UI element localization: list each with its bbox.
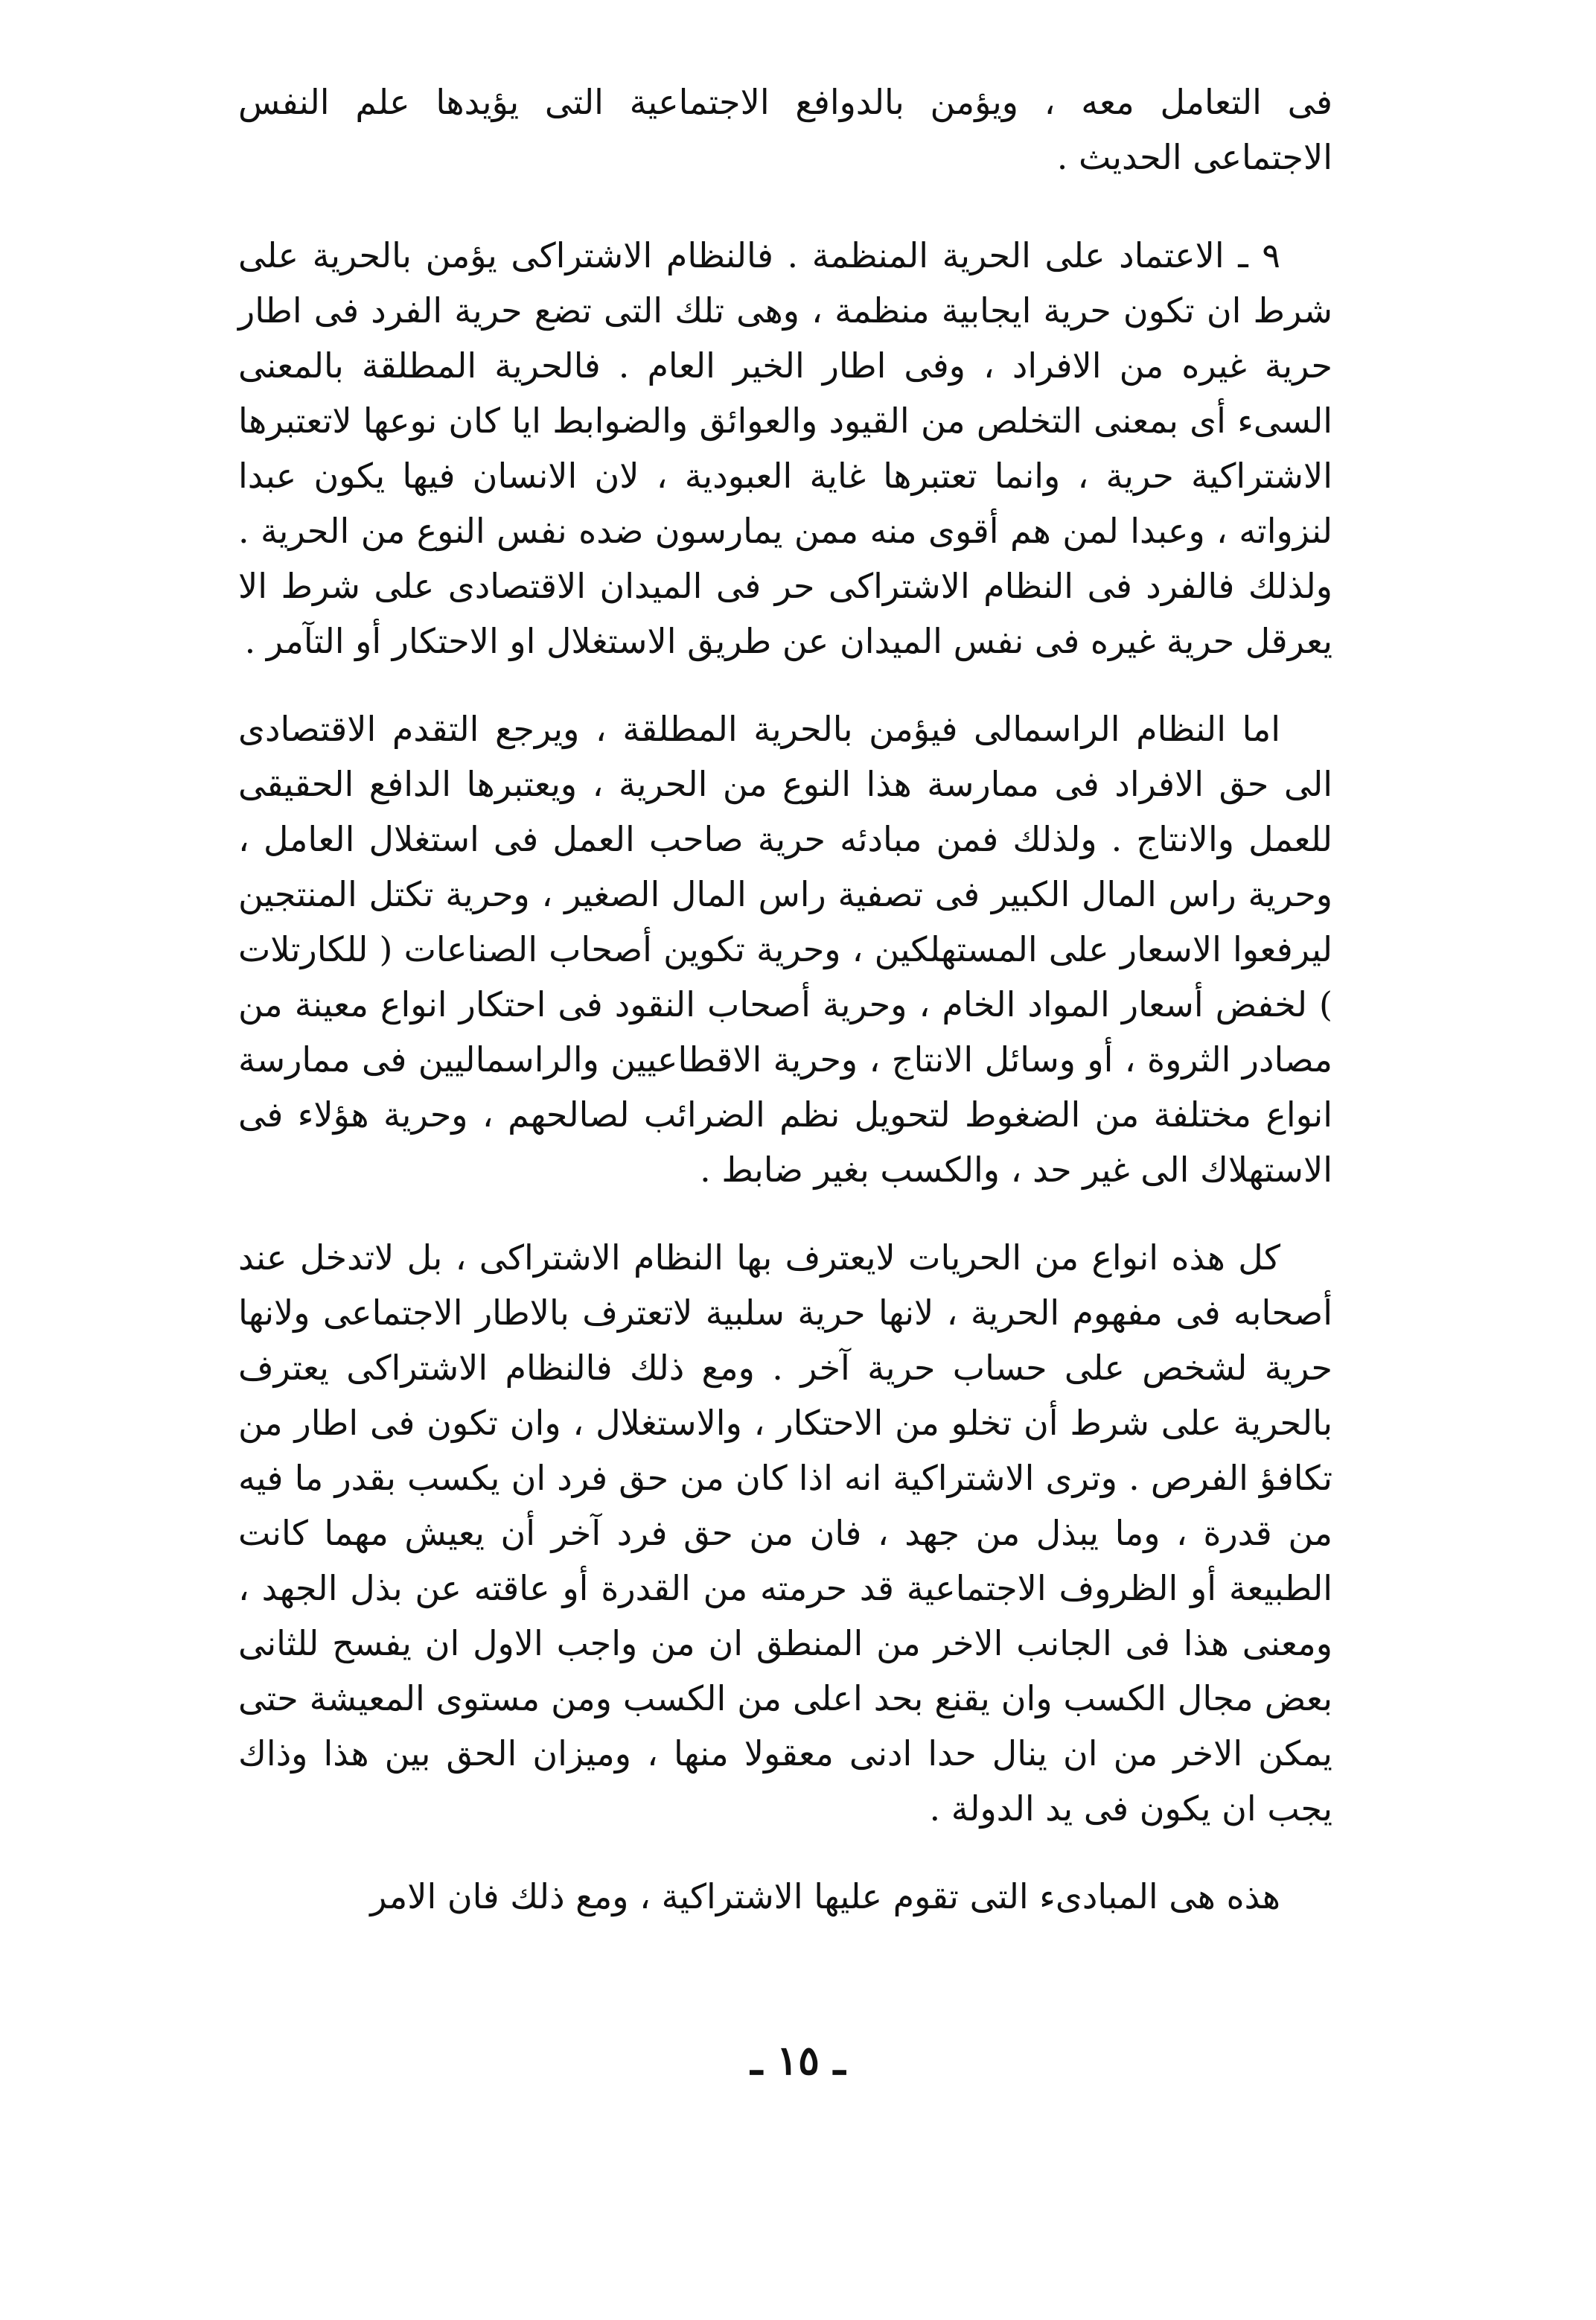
paragraph-organized-freedom: ٩ ـ الاعتماد على الحرية المنظمة . فالنظام الاشتراكى يؤمن بالحرية على شرط ان تكون حرية ايجابية منظمة ، وهى تلك التى تضع حرية الفرد فى اطار حرية غيره من الافراد ، وفى اطار الخير العام . فالحرية المطلقة بالمعنى السىء أى بمعنى التخلص من القيود والعوائق والضوابط ايا كان نوعها لاتعتبرها الاشتراكية حرية ، وانما تعتبرها غاية العبودية ، لان الانسان فيها يكون عبدا لنزواته ، وعبدا لمن هم أقوى منه ممن يمارسون ضده نفس النوع من الحرية . ولذلك فالفرد فى النظام الاشتراكى حر فى الميدان الاقتصادى على شرط الا يعرقل حرية غيره فى نفس الميدان عن طريق الاستغلال او الاحتكار أو التآمر . <box>238 235 1332 661</box>
paragraph-socialist-freedom: كل هذه انواع من الحريات لايعترف بها النظام الاشتراكى ، بل لاتدخل عند أصحابه فى مفهوم الحرية ، لانها حرية سلبية لاتعترف بالاطار الاجتماعى ولانها حرية لشخص على حساب حرية آخر . ومع ذلك فالنظام الاشتراكى يعترف بالحرية على شرط أن تخلو من الاحتكار ، والاستغلال ، وان تكون فى اطار من تكافؤ الفرص . وترى الاشتراكية انه اذا كان من حق فرد ان يكسب بقدر ما فيه من قدرة ، وما يبذل من جهد ، فان من حق فرد آخر أن يعيش مهما كانت الطبيعة أو الظروف الاجتماعية قد حرمته من القدرة أو عاقته عن بذل الجهد ، ومعنى هذا فى الجانب الاخر من المنطق ان من واجب الاول ان يفسح للثانى بعض مجال الكسب وان يقنع بحد اعلى من الكسب ومن مستوى المعيشة حتى يمكن الاخر من ان ينال حدا ادنى معقولا منها ، وميزان الحق بين هذا وذاك يجب ان يكون فى يد الدولة . <box>238 1237 1332 1829</box>
paragraph-principles: هذه هى المبادىء التى تقوم عليها الاشتراكية ، ومع ذلك فان الامر <box>370 1876 1280 1916</box>
paragraph-capitalist-freedom: اما النظام الراسمالى فيؤمن بالحرية المطلقة ، ويرجع التقدم الاقتصادى الى حق الافراد فى ممارسة هذا النوع من الحرية ، ويعتبرها الدافع الحقيقى للعمل والانتاج . ولذلك فمن مبادئه حرية صاحب العمل فى استغلال العامل ، وحرية راس المال الكبير فى تصفية راس المال الصغير ، وحرية تكتل المنتجين ليرفعوا الاسعار على المستهلكين ، وحرية تكوين أصحاب الصناعات ( للكارتلات ) لخفض أسعار المواد الخام ، وحرية أصحاب النقود فى احتكار انواع معينة من مصادر الثروة ، أو وسائل الانتاج ، وحرية الاقطاعيين والراسماليين فى ممارسة انواع مختلفة من الضغوط لتحويل نظم الضرائب لصالحهم ، وحرية هؤلاء فى الاستهلاك الى غير حد ، والكسب بغير ضابط . <box>238 709 1332 1190</box>
page-number: ـ ١٥ ـ <box>750 2036 846 2084</box>
paragraph-social-motives: فى التعامل معه ، ويؤمن بالدوافع الاجتماعية التى يؤيدها علم النفس الاجتماعى الحديث . <box>238 82 1332 177</box>
document-page <box>238 74 1332 2234</box>
